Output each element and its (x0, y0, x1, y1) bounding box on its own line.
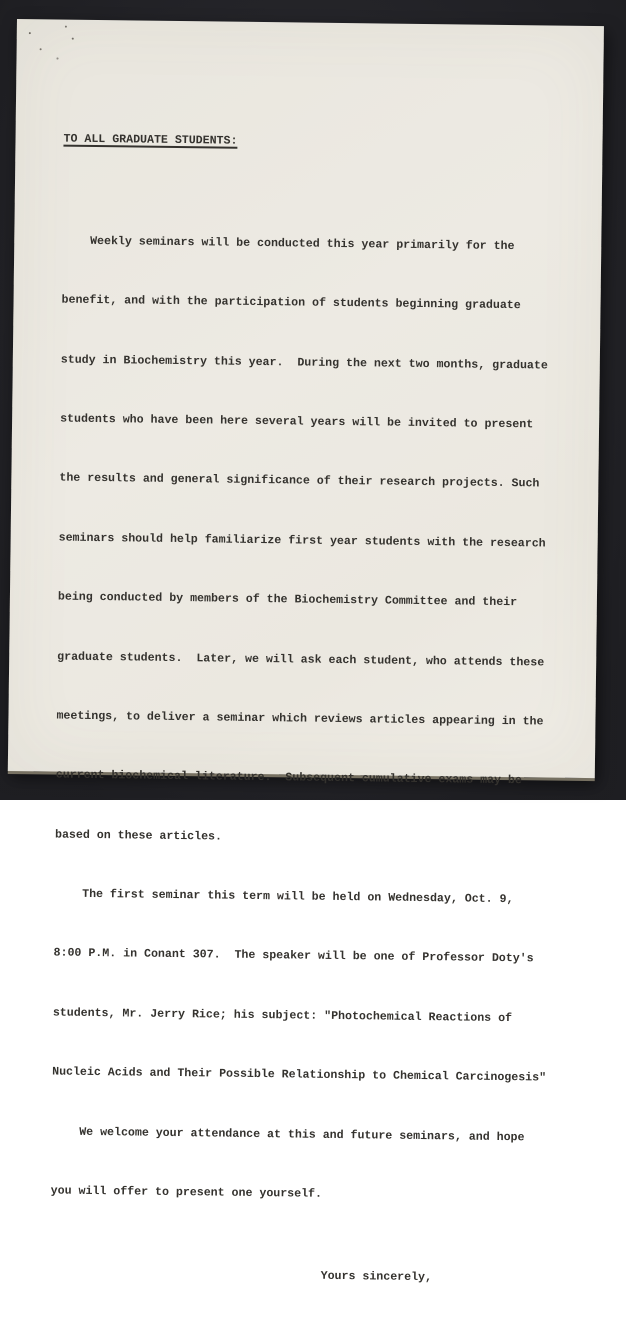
memo-line: you will offer to present one yourself. (50, 1184, 323, 1201)
paper-speck (65, 26, 67, 28)
memo-line: current biochemical literature. Subsequent cumulative exams may be (55, 768, 522, 788)
memo-line: students, Mr. Jerry Rice; his subject: "Photochemical Reactions of (52, 1006, 513, 1025)
memo-closing: Yours sincerely, (320, 1270, 433, 1285)
memo-line: graduate students. Later, we will ask each student, who attends these (57, 650, 545, 670)
memo-line: meetings, to deliver a seminar which reviews articles appearing in the (56, 709, 544, 729)
memo-line: Nucleic Acids and Their Possible Relationship to Chemical Carcinogesis" (52, 1065, 547, 1085)
memo-line: 8:00 P.M. in Conant 307. The speaker will be one of Professor Doty's (53, 946, 534, 966)
memo-line: being conducted by members of the Biochemistry Committee and their (57, 590, 518, 610)
memo-line: Weekly seminars will be conducted this year primarily for the (62, 234, 515, 253)
paper-speck (40, 48, 42, 50)
memo-line: The first seminar this term will be held on Wednesday, Oct. 9, (54, 887, 514, 907)
memo-line: study in Biochemistry this year. During the next two months, graduate (60, 353, 548, 373)
memo-line: based on these articles. (54, 828, 223, 844)
memo-line: the results and general significance of their research projects. Such (59, 471, 540, 491)
memo-line: benefit, and with the participation of students beginning graduate (61, 293, 521, 313)
paper-speck (29, 32, 31, 34)
paper-speck (72, 38, 74, 40)
memo-line: students who have been here several years will be invited to present (60, 412, 534, 432)
memo-heading: TO ALL GRADUATE STUDENTS: (63, 132, 238, 148)
memo-line: We welcome your attendance at this and future seminars, and hope (51, 1125, 525, 1144)
memo-line: seminars should help familiarize first year students with the research (58, 531, 546, 551)
memo-content (1, 19, 604, 1330)
paper-speck (57, 57, 59, 59)
memo-paper (8, 19, 604, 1285)
